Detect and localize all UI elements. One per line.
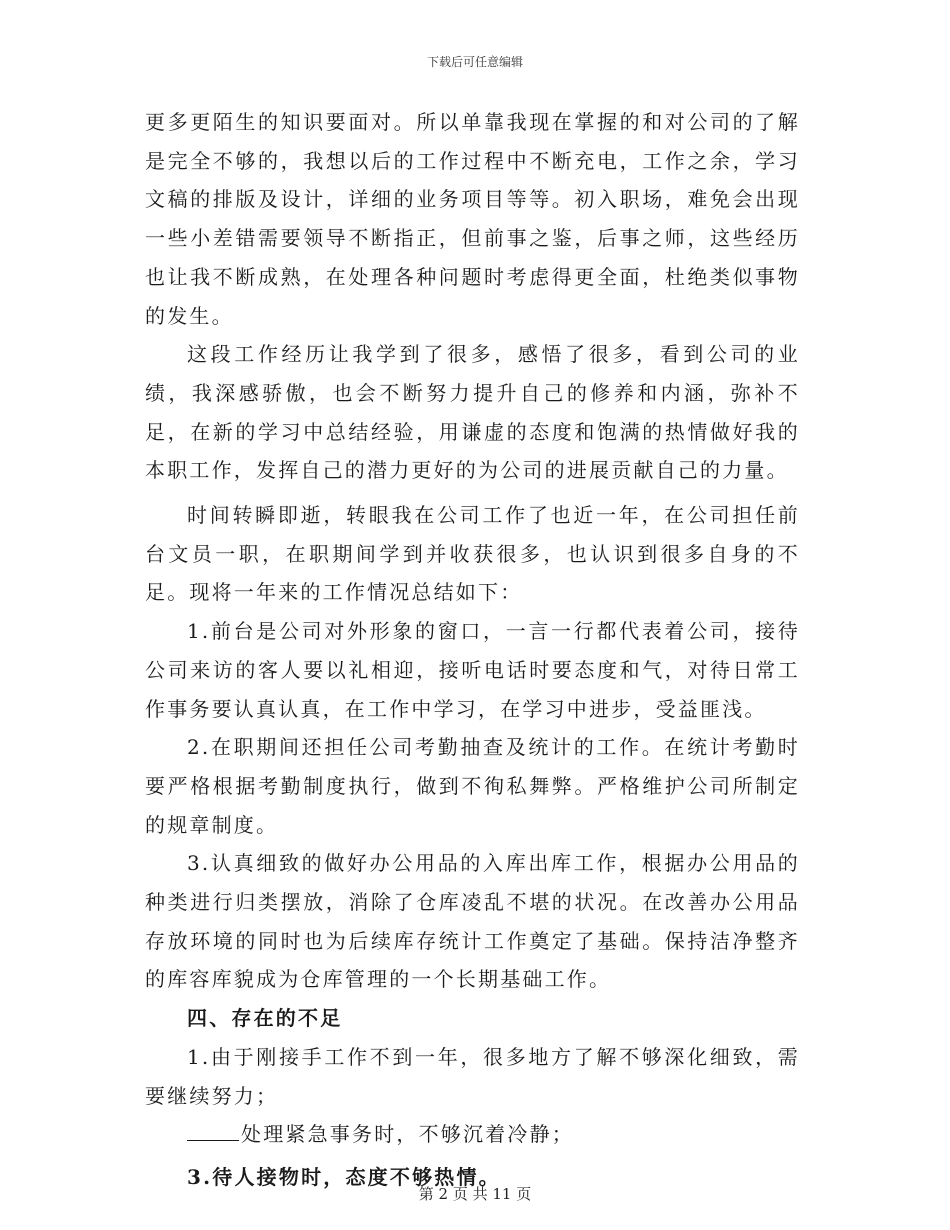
shortcoming-item-2-text: 处理紧急事务时，不够沉着冷静； [241, 1122, 574, 1147]
shortcoming-item-2 [145, 1115, 800, 1154]
list-item-3: 3.认真细致的做好办公用品的入库出库工作，根据办公用品的种类进行归类摆放，消除了仓库凌乱不堪的状况。在改善办公用品存放环境的同时也为后续库存统计工作奠定了基础。保持洁净整齐的库容库貌成为仓库管理的一个长期基础工作。 [145, 851, 800, 992]
list-item-1: 1.前台是公司对外形象的窗口，一言一行都代表着公司，接待公司来访的客人要以礼相迎，接听电话时要态度和气，对待日常工作事务要认真认真，在工作中学习，在学习中进步，受益匪浅。 [145, 619, 800, 721]
paragraph-intro: 时间转瞬即逝，转眼我在公司工作了也近一年，在公司担任前台文员一职，在职期间学到并收获很多，也认识到很多自身的不足。现将一年来的工作情况总结如下： [145, 503, 800, 605]
paragraph-continuation: 更多更陌生的知识要面对。所以单靠我现在掌握的和对公司的了解是完全不够的，我想以后的工作过程中不断充电，工作之余，学习文稿的排版及设计，详细的业务项目等等。初入职场，难免会出现一些小差错需要领导不断指正，但前事之鉴，后事之师，这些经历也让我不断成熟，在处理各种问题时考虑得更全面，杜绝类似事物的发生。 [145, 110, 800, 328]
list-item-2: 2.在职期间还担任公司考勤抽查及统计的工作。在统计考勤时要严格根据考勤制度执行，做到不徇私舞弊。严格维护公司所制定的规章制度。 [145, 735, 800, 837]
document-body [145, 103, 800, 1197]
section-heading: 四、存在的不足 [187, 1006, 343, 1031]
paragraph-experience: 这段工作经历让我学到了很多，感悟了很多，看到公司的业绩，我深感骄傲，也会不断努力提升自己的修养和内涵，弥补不足，在新的学习中总结经验，用谦虚的态度和饱满的热情做好我的本职工作，发挥自己的潜力更好的为公司的进展贡献自己的力量。 [145, 342, 800, 483]
shortcoming-item-3: 3.待人接物时，态度不够热情。 [187, 1164, 501, 1189]
page-header: 下载后可任意编辑 [426, 55, 523, 69]
page-footer: 第 2 页 共 11 页 [418, 1185, 532, 1203]
shortcoming-item-1: 1.由于刚接手工作不到一年，很多地方了解不够深化细致，需要继续努力； [145, 1044, 800, 1108]
blank-line [187, 1118, 239, 1141]
